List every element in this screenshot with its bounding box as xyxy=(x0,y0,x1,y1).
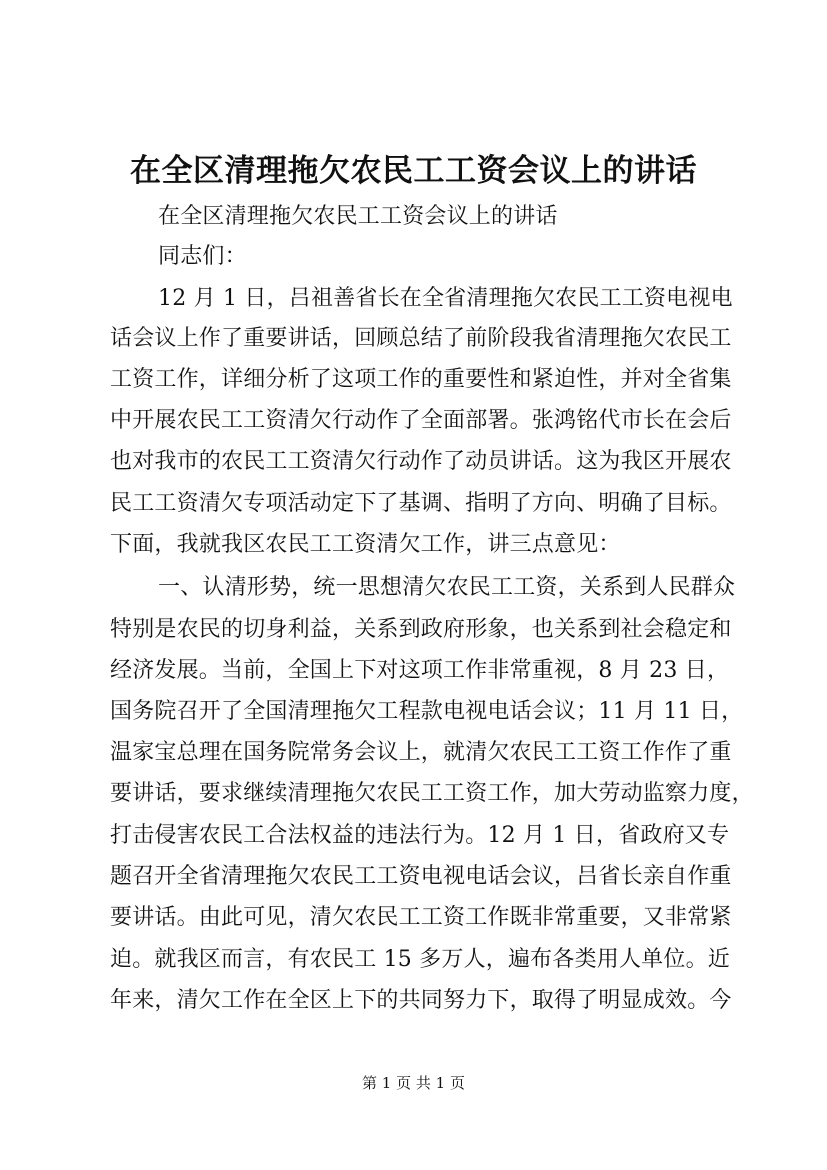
subtitle-line: 在全区清理拖欠农民工工资会议上的讲话 xyxy=(158,204,558,229)
body-line: 民工工资清欠专项活动定下了基调、指明了方向、明确了目标。 xyxy=(110,491,732,516)
body-line: 温家宝总理在国务院常务会议上，就清欠农民工工资工作作了重 xyxy=(110,740,732,765)
body-line: 下面，我就我区农民工工资清欠工作，讲三点意见： xyxy=(110,532,621,557)
body-line: 题召开全省清理拖欠农民工工资电视电话会议，吕省长亲自作重 xyxy=(110,864,732,889)
body-line: 打击侵害农民工合法权益的违法行为。12 月 1 日，省政府又专 xyxy=(110,823,730,848)
document-title: 在全区清理拖欠农民工工资会议上的讲话 xyxy=(130,153,697,189)
body-line: 经济发展。当前，全国上下对这项工作非常重视，8 月 23 日， xyxy=(110,658,730,683)
salutation-line: 同志们： xyxy=(158,244,247,269)
body-line: 年来，清欠工作在全区上下的共同努力下，取得了明显成效。今 xyxy=(110,988,732,1013)
body-line: 特别是农民的切身利益，关系到政府形象，也关系到社会稳定和 xyxy=(110,617,732,642)
body-line: 也对我市的农民工工资清欠行动作了动员讲话。这为我区开展农 xyxy=(110,449,732,474)
body-line: 中开展农民工工资清欠行动作了全面部署。张鸿铭代市长在会后 xyxy=(110,408,732,433)
body-line: 一、认清形势，统一思想清欠农民工工资，关系到人民群众 xyxy=(158,575,736,600)
body-line: 要讲话，要求继续清理拖欠农民工工资工作，加大劳动监察力度， xyxy=(110,781,754,806)
body-line: 工资工作，详细分析了这项工作的重要性和紧迫性，并对全省集 xyxy=(110,367,732,392)
body-line: 12 月 1 日，吕祖善省长在全省清理拖欠农民工工资电视电 xyxy=(158,286,733,311)
body-line: 话会议上作了重要讲话，回顾总结了前阶段我省清理拖欠农民工 xyxy=(110,326,732,351)
page-footer: 第 1 页 共 1 页 xyxy=(362,1074,465,1092)
body-line: 国务院召开了全国清理拖欠工程款电视电话会议；11 月 11 日， xyxy=(110,699,744,724)
body-line: 要讲话。由此可见，清欠农民工工资工作既非常重要，又非常紧 xyxy=(110,905,732,930)
body-line: 迫。就我区而言，有农民工 15 多万人，遍布各类用人单位。近 xyxy=(110,947,730,972)
